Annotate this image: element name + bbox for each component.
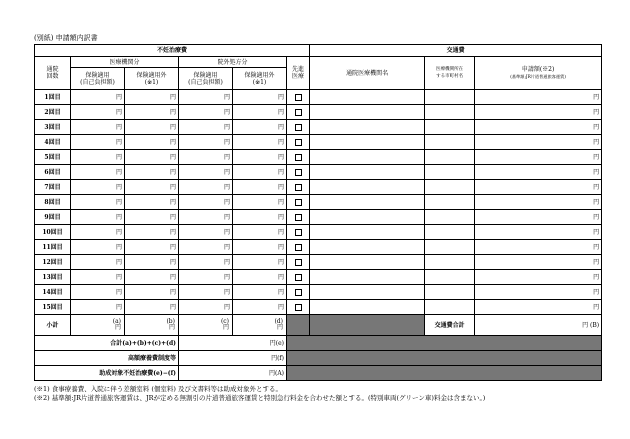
checkbox-icon[interactable] [295,154,302,161]
clinic-name-field[interactable] [310,150,425,165]
note-1: (※1) 食事療養費、入院に伴う差額室料 (個室料) 及び文書料等は助成対象外とする。 [34,385,282,393]
rx-insured-amount[interactable]: 円 [179,270,233,285]
visit-row [35,135,602,150]
visit-row [35,210,602,225]
rx-uninsured-amount[interactable]: 円 [233,105,287,120]
subtotal-c[interactable]: (c) 円 [179,315,233,336]
med-uninsured-amount[interactable]: 円 [125,195,179,210]
total-value[interactable]: 円(e) [179,336,287,351]
visit-label: 6回目 [35,165,71,180]
rx-uninsured-amount[interactable]: 円 [233,90,287,105]
clinic-name-field[interactable] [310,240,425,255]
rx-insured-amount[interactable]: 円 [179,240,233,255]
clinic-name-header: 通院医療機関名 [310,57,425,90]
clinic-name-field[interactable] [310,270,425,285]
medical-institution-header: 医療機関分 [71,57,179,68]
clinic-city-field[interactable] [425,120,475,135]
clinic-city-field[interactable] [425,135,475,150]
advanced-medical-checkbox[interactable] [287,165,310,180]
advanced-medical-checkbox[interactable] [287,150,310,165]
med-uninsured-amount[interactable]: 円 [125,210,179,225]
clinic-name-field[interactable] [310,255,425,270]
claim-amount-field[interactable]: 円 [475,105,602,120]
med-uninsured-amount[interactable]: 円 [125,135,179,150]
advanced-medical-checkbox[interactable] [287,105,310,120]
clinic-name-field[interactable] [310,90,425,105]
med-uninsured-amount[interactable]: 円 [125,105,179,120]
checkbox-icon[interactable] [295,214,302,221]
advanced-medical-checkbox[interactable] [287,90,310,105]
outside-prescription-header: 院外処方分 [179,57,287,68]
visit-row [35,90,602,105]
visit-label: 12回目 [35,255,71,270]
visit-label: 13回目 [35,270,71,285]
rx-insured-amount[interactable]: 円 [179,300,233,315]
checkbox-icon[interactable] [295,109,302,116]
advanced-medical-checkbox[interactable] [287,255,310,270]
clinic-city-field[interactable] [425,255,475,270]
claim-amount-field[interactable]: 円 [475,300,602,315]
rx-uninsured-amount[interactable]: 円 [233,135,287,150]
claim-amount-field[interactable]: 円 [475,225,602,240]
travel-expense-header: 交通費 [310,45,602,57]
claim-amount-header: 申請額(※2) (基準額:JR片道普通旅客運賃) [475,57,602,90]
visit-label: 15回目 [35,300,71,315]
rx-uninsured-header: 保険適用外 (※1) [233,68,287,90]
subtotal-d[interactable]: (d) 円 [233,315,287,336]
med-insured-amount[interactable]: 円 [71,195,125,210]
rx-uninsured-amount[interactable]: 円 [233,120,287,135]
claim-amount-field[interactable]: 円 [475,135,602,150]
rx-insured-amount[interactable]: 円 [179,180,233,195]
visit-row [35,240,602,255]
claim-amount-field[interactable]: 円 [475,195,602,210]
advanced-medical-checkbox[interactable] [287,225,310,240]
rx-insured-amount[interactable]: 円 [179,225,233,240]
checkbox-icon[interactable] [295,139,302,146]
visit-row [35,300,602,315]
med-uninsured-amount[interactable]: 円 [125,285,179,300]
clinic-city-field[interactable] [425,285,475,300]
clinic-city-field[interactable] [425,165,475,180]
document-title: (別紙) 申請額内訳書 [34,34,98,42]
subsidy-gray-area [287,366,602,381]
fertility-treatment-header: 不妊治療費 [35,45,310,57]
visit-row [35,165,602,180]
claim-amount-field[interactable]: 円 [475,150,602,165]
rx-insured-amount[interactable]: 円 [179,255,233,270]
med-insured-amount[interactable]: 円 [71,105,125,120]
med-uninsured-amount[interactable]: 円 [125,120,179,135]
claim-amount-field[interactable]: 円 [475,270,602,285]
med-insured-amount[interactable]: 円 [71,210,125,225]
clinic-city-field[interactable] [425,270,475,285]
rx-uninsured-amount[interactable]: 円 [233,195,287,210]
med-uninsured-amount[interactable]: 円 [125,270,179,285]
travel-total-value[interactable]: 円 (B) [475,315,602,336]
checkbox-icon[interactable] [295,184,302,191]
med-insured-amount[interactable]: 円 [71,180,125,195]
rx-insured-amount[interactable]: 円 [179,210,233,225]
rx-uninsured-amount[interactable]: 円 [233,225,287,240]
rx-insured-amount[interactable]: 円 [179,105,233,120]
advanced-medical-checkbox[interactable] [287,270,310,285]
med-insured-amount[interactable]: 円 [71,120,125,135]
med-uninsured-amount[interactable]: 円 [125,240,179,255]
travel-total-label: 交通費合計 [425,315,475,336]
note-2: (※2) 基準額:JR片道普通旅客運賃は、JRが定める無割引の片道普通旅客運賃と特別急行料金を合わせた額とする。(特別車両(グリーン車)料金は含まない。) [34,394,486,402]
advanced-medical-checkbox[interactable] [287,135,310,150]
claim-amount-field[interactable]: 円 [475,285,602,300]
advanced-medical-checkbox[interactable] [287,285,310,300]
med-insured-amount[interactable]: 円 [71,225,125,240]
visit-label: 8回目 [35,195,71,210]
rx-insured-amount[interactable]: 円 [179,90,233,105]
rx-insured-amount[interactable]: 円 [179,195,233,210]
visit-label: 5回目 [35,150,71,165]
checkbox-icon[interactable] [295,289,302,296]
advanced-medical-checkbox[interactable] [287,120,310,135]
rx-insured-amount[interactable]: 円 [179,285,233,300]
med-uninsured-amount[interactable]: 円 [125,225,179,240]
claim-amount-field[interactable]: 円 [475,165,602,180]
high-cost-label: 高額療養費制度等 [35,351,179,366]
med-insured-amount[interactable]: 円 [71,285,125,300]
subtotal-label: 小計 [35,315,71,336]
rx-uninsured-amount[interactable]: 円 [233,240,287,255]
rx-insured-amount[interactable]: 円 [179,150,233,165]
med-insured-amount[interactable]: 円 [71,165,125,180]
clinic-city-field[interactable] [425,240,475,255]
med-uninsured-amount[interactable]: 円 [125,300,179,315]
subtotal-a[interactable]: (a) 円 [71,315,125,336]
total-label: 合計(a)+(b)+(c)+(d) [35,336,179,351]
clinic-name-field[interactable] [310,135,425,150]
med-uninsured-amount[interactable]: 円 [125,165,179,180]
clinic-name-field[interactable] [310,105,425,120]
clinic-name-field[interactable] [310,300,425,315]
checkbox-icon[interactable] [295,244,302,251]
rx-uninsured-amount[interactable]: 円 [233,150,287,165]
advanced-medical-checkbox[interactable] [287,195,310,210]
med-insured-amount[interactable]: 円 [71,135,125,150]
rx-uninsured-amount[interactable]: 円 [233,210,287,225]
checkbox-icon[interactable] [295,94,302,101]
claim-amount-field[interactable]: 円 [475,90,602,105]
rx-uninsured-amount[interactable]: 円 [233,270,287,285]
clinic-city-field[interactable] [425,90,475,105]
clinic-city-field[interactable] [425,195,475,210]
advanced-medical-checkbox[interactable] [287,210,310,225]
visit-row [35,180,602,195]
clinic-city-header: 医療機関所在 する市町村名 [425,57,475,90]
checkbox-icon[interactable] [295,169,302,176]
med-insured-amount[interactable]: 円 [71,240,125,255]
advanced-medical-checkbox[interactable] [287,300,310,315]
notes [34,385,485,403]
med-insured-amount[interactable]: 円 [71,300,125,315]
med-uninsured-header: 保険適用外 (※1) [125,68,179,90]
checkbox-icon[interactable] [295,259,302,266]
clinic-name-field[interactable] [310,180,425,195]
med-uninsured-amount[interactable]: 円 [125,150,179,165]
med-insured-amount[interactable]: 円 [71,255,125,270]
subsidy-label: 助成対象不妊治療費(e)−(f) [35,366,179,381]
visit-count-header: 通院 回数 [35,57,71,90]
clinic-name-field[interactable] [310,285,425,300]
rx-insured-amount[interactable]: 円 [179,135,233,150]
clinic-city-field[interactable] [425,300,475,315]
clinic-city-field[interactable] [425,210,475,225]
visit-label: 1回目 [35,90,71,105]
med-insured-amount[interactable]: 円 [71,90,125,105]
visit-row [35,270,602,285]
rx-insured-amount[interactable]: 円 [179,120,233,135]
med-uninsured-amount[interactable]: 円 [125,180,179,195]
visit-row [35,150,602,165]
clinic-name-field[interactable] [310,165,425,180]
claim-amount-field[interactable]: 円 [475,180,602,195]
claim-amount-field[interactable]: 円 [475,120,602,135]
visit-label: 11回目 [35,240,71,255]
clinic-city-field[interactable] [425,105,475,120]
visit-row [35,195,602,210]
rx-uninsured-amount[interactable]: 円 [233,300,287,315]
high-cost-value[interactable]: 円(f) [179,351,287,366]
advanced-medical-checkbox[interactable] [287,240,310,255]
med-uninsured-amount[interactable]: 円 [125,90,179,105]
visit-label: 7回目 [35,180,71,195]
rx-uninsured-amount[interactable]: 円 [233,165,287,180]
rx-insured-header: 保険適用 (自己負担額) [179,68,233,90]
subtotal-b[interactable]: (b) 円 [125,315,179,336]
clinic-name-field[interactable] [310,195,425,210]
clinic-city-field[interactable] [425,150,475,165]
advanced-medical-header: 先進 医療 [287,57,310,90]
subtotal-gray-advanced [287,315,310,336]
visit-row [35,255,602,270]
rx-uninsured-amount[interactable]: 円 [233,255,287,270]
med-insured-header: 保険適用 (自己負担額) [71,68,125,90]
visit-label: 10回目 [35,225,71,240]
advanced-medical-checkbox[interactable] [287,180,310,195]
visit-label: 2回目 [35,105,71,120]
med-insured-amount[interactable]: 円 [71,150,125,165]
visit-row [35,120,602,135]
subsidy-value[interactable]: 円(A) [179,366,287,381]
checkbox-icon[interactable] [295,229,302,236]
clinic-city-field[interactable] [425,180,475,195]
visit-label: 3回目 [35,120,71,135]
clinic-name-field[interactable] [310,120,425,135]
clinic-name-field[interactable] [310,210,425,225]
visit-label: 9回目 [35,210,71,225]
clinic-name-field[interactable] [310,225,425,240]
claim-amount-field[interactable]: 円 [475,210,602,225]
visit-row [35,105,602,120]
clinic-city-field[interactable] [425,225,475,240]
checkbox-icon[interactable] [295,199,302,206]
checkbox-icon[interactable] [295,124,302,131]
checkbox-icon[interactable] [295,304,302,311]
checkbox-icon[interactable] [295,274,302,281]
rx-uninsured-amount[interactable]: 円 [233,285,287,300]
breakdown-table [34,44,602,381]
med-uninsured-amount[interactable]: 円 [125,255,179,270]
visit-label: 14回目 [35,285,71,300]
claim-amount-field[interactable]: 円 [475,240,602,255]
med-insured-amount[interactable]: 円 [71,270,125,285]
visit-row [35,225,602,240]
rx-uninsured-amount[interactable]: 円 [233,180,287,195]
visit-row [35,285,602,300]
subtotal-gray-clinic [310,315,425,336]
visit-label: 4回目 [35,135,71,150]
total-gray-area [287,336,602,351]
rx-insured-amount[interactable]: 円 [179,165,233,180]
claim-amount-field[interactable]: 円 [475,255,602,270]
high-cost-gray-area [287,351,602,366]
